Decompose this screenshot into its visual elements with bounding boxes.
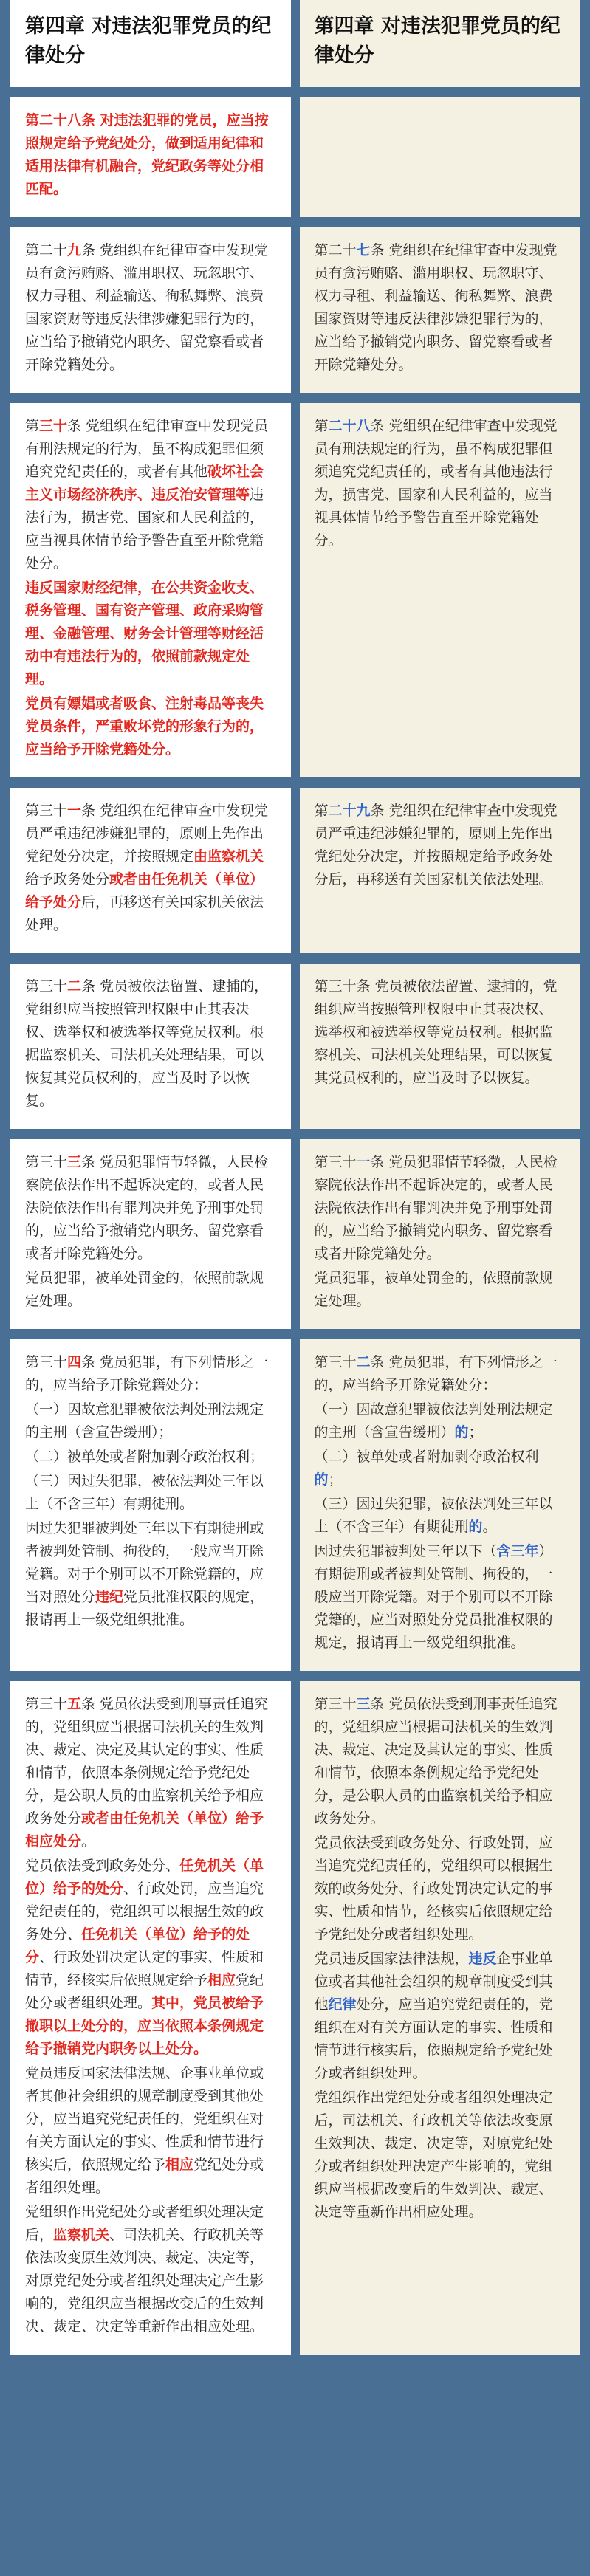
article-text: 条 党组织在纪律审查中发现党员有贪污贿赂、滥用职权、玩忽职守、权力寻租、利益输送、徇私舞弊、浪费国家资财等违反法律涉嫌犯罪行为的，应当给予撤销党内职务、留党察看或者开除党籍处分。 xyxy=(25,242,269,373)
article-paragraph xyxy=(315,975,567,1090)
chapter-title: 第四章 对违法犯罪党员的纪律处分 xyxy=(314,15,560,67)
article-paragraph xyxy=(315,1267,567,1313)
added-text: 违反国家财经纪律，在公共资金收支、税务管理、国有资产管理、政府采购管理、金融管理、财务会计管理等财经活动中有违法行为的，依照前款规定处理。 xyxy=(25,580,264,687)
article-text: 后，再移送有关国家机关依法处理。 xyxy=(25,894,264,933)
article-paragraph xyxy=(315,1446,567,1491)
new-version-cell xyxy=(10,0,291,87)
article-paragraph xyxy=(25,1855,278,2061)
old-version-cell xyxy=(300,227,580,393)
changed-text: 七 xyxy=(356,242,371,258)
old-version-cell xyxy=(300,964,580,1129)
article-text: 党员犯罪，被单处罚金的，依照前款规定处理。 xyxy=(314,1270,553,1309)
article-text: 第 xyxy=(314,803,329,819)
changed-text: 违反 xyxy=(468,1951,497,1967)
article-paragraph xyxy=(25,1398,278,1444)
article-paragraph xyxy=(315,239,567,377)
article-text: ； xyxy=(468,1424,483,1440)
added-text: 由监察机关 xyxy=(193,848,264,865)
new-version-cell xyxy=(10,1139,291,1329)
article-text: 第三十 xyxy=(314,1354,357,1370)
new-version-cell xyxy=(10,403,291,777)
old-version-cell xyxy=(300,1139,580,1329)
added-text: 违纪 xyxy=(95,1589,124,1605)
article-text: ）有期徒刑或者被判处管制、拘役的，一般应当开除党籍。对于个别可以不开除党籍的，应当对照处分党员批准权限的规定，报请再上一级党组织批准。 xyxy=(314,1543,553,1651)
article-text: 。 xyxy=(482,1519,497,1535)
old-version-cell xyxy=(300,0,580,87)
added-text: 监察机关 xyxy=(53,2227,110,2243)
article-text: （二）被单处或者附加剥夺政治权利 xyxy=(314,1449,539,1465)
article-text: 第二十 xyxy=(25,242,68,258)
changed-text: 三 xyxy=(356,1696,371,1712)
article-paragraph xyxy=(25,239,278,377)
article-paragraph xyxy=(25,1267,278,1313)
article-paragraph xyxy=(25,109,278,201)
article-text: 企事业单位或者其他社会组织的规章制度受到其他 xyxy=(314,1951,553,2013)
article-text: 因过失犯罪被判处三年以下（ xyxy=(314,1543,497,1559)
article-text: 第三十 xyxy=(25,978,68,995)
article-row xyxy=(10,1139,580,1329)
article-text: 党纪处分或者组织处理。 xyxy=(25,1972,264,2011)
article-text: （一）因故意犯罪被依法判处刑法规定的主刑（含宣告缓刑） xyxy=(314,1401,553,1440)
article-paragraph xyxy=(315,2086,567,2224)
article-text: 、行政处罚决定认定的事实、性质和情节，经核实后依照规定给予 xyxy=(25,1949,264,1988)
article-text: 第三十 xyxy=(314,1696,357,1712)
added-text: 二 xyxy=(67,978,82,995)
article-paragraph xyxy=(315,1151,567,1265)
article-row xyxy=(10,97,580,217)
article-text: 条 党组织在纪律审查中发现党员严重违纪涉嫌犯罪的，原则上先作出党纪处分决定，并按照规定给予政务处分后，再移送有关国家机关依法处理。 xyxy=(314,803,558,887)
article-text: 条 党组织在纪律审查中发现党员严重违纪涉嫌犯罪的，原则上先作出党纪处分决定，并按照规定 xyxy=(25,803,269,865)
added-text: 破坏社会主义市场经济秩序、违反治安管理等 xyxy=(25,464,264,503)
changed-text: 纪律 xyxy=(328,1996,357,2013)
changed-text: 二 xyxy=(356,1354,371,1370)
article-text: （三）因过失犯罪，被依法判处三年以上（不含三年）有期徒刑 xyxy=(314,1496,553,1535)
article-paragraph xyxy=(25,1517,278,1632)
added-text: 或者由任免机关（单位）给予处分 xyxy=(25,871,264,910)
article-paragraph xyxy=(315,1693,567,1830)
added-text: 任免机关（单位）给予的处分 xyxy=(25,1926,250,1965)
old-version-cell xyxy=(300,403,580,777)
article-row xyxy=(10,1339,580,1671)
added-text: 其中，党员被给予撤职以上处分的，应当依照本条例规定给予撤销党内职务以上处分。 xyxy=(25,1995,264,2057)
article-text: 第 xyxy=(314,418,329,434)
old-version-cell xyxy=(300,1339,580,1671)
article-text: 第 xyxy=(25,418,40,434)
article-paragraph xyxy=(25,975,278,1113)
article-paragraph xyxy=(25,1151,278,1265)
article-text: 条 党组织在纪律审查中发现党员有刑法规定的行为，虽不构成犯罪但须追究党纪责任的，或者有其他违法行为，损害党、国家和人民利益的，应当视具体情节给予警告直至开除党籍处分。 xyxy=(314,418,558,549)
article-paragraph xyxy=(315,1493,567,1539)
article-row xyxy=(10,403,580,777)
article-text: 党员批准权限的规定，报请再上一级党组织批准。 xyxy=(25,1589,264,1628)
added-text: 三十 xyxy=(39,418,68,434)
article-text: 条 党员被依法留置、逮捕的，党组织应当按照管理权限中止其表决权、选举权和被选举权等党员权利。根据监察机关、司法机关处理结果，可以恢复其党员权利的，应当及时予以恢复。 xyxy=(25,978,269,1109)
article-paragraph xyxy=(25,577,278,691)
old-version-cell xyxy=(300,1681,580,2355)
new-version-cell xyxy=(10,1339,291,1671)
article-paragraph xyxy=(25,1351,278,1397)
article-text: 条 党组织在纪律审查中发现党员有贪污贿赂、滥用职权、玩忽职守、权力寻租、利益输送、徇私舞弊、浪费国家资财等违反法律涉嫌犯罪行为的，应当给予撤销党内职务、留党察看或者开除党籍处分。 xyxy=(314,242,558,373)
article-text: 党员犯罪，被单处罚金的，依照前款规定处理。 xyxy=(25,1270,264,1309)
article-text: 、行政处罚，应当追究党纪责任的，党组织可以根据生效的政务处分、 xyxy=(25,1881,264,1943)
article-text: 条 党员依法受到刑事责任追究的，党组织应当根据司法机关的生效判决、裁定、决定及其认定的事实、性质和情节，依照本条例规定给予党纪处分，是公职人员的由监察机关给予相应政务处分。 xyxy=(314,1696,558,1827)
article-row xyxy=(10,227,580,393)
article-text: （三）因过失犯罪，被依法判处三年以上（不含三年）有期徒刑。 xyxy=(25,1473,264,1512)
article-text: 条 党员犯罪，有下列情形之一的，应当给予开除党籍处分： xyxy=(25,1354,269,1393)
article-text: 条 党员犯罪情节轻微，人民检察院依法作出不起诉决定的，或者人民法院依法作出有罪判决并免予刑事处罚的，应当给予撤销党内职务、留党察看或者开除党籍处分。 xyxy=(314,1154,558,1262)
article-text: 处分，应当追究党纪责任的，党组织在对有关方面认定的事实、性质和情节进行核实后，依照规定给予党纪处分或者组织处理。 xyxy=(314,1996,553,2081)
article-text: 给予政务处分 xyxy=(25,871,110,887)
article-paragraph xyxy=(315,12,567,71)
added-text: 九 xyxy=(67,242,82,258)
article-text: 条 党组织在纪律审查中发现党员有刑法规定的行为，虽不构成犯罪但须追究党纪责任的，或者有其他 xyxy=(25,418,269,480)
article-paragraph xyxy=(25,693,278,761)
new-version-cell xyxy=(10,227,291,393)
article-text: 第三十 xyxy=(25,1696,68,1712)
added-text: 三 xyxy=(67,1154,82,1170)
article-text: 党员违反国家法律法规、企事业单位或者其他社会组织的规章制度受到其他处分，应当追究党纪责任的，党组织在对有关方面认定的事实、性质和情节进行核实后，依照规定给予 xyxy=(25,2065,264,2173)
article-text: 第三十条 党员被依法留置、逮捕的，党组织应当按照管理权限中止其表决权、选举权和被选举权等党员权利。根据监察机关、司法机关处理结果，可以恢复其党员权利的，应当及时予以恢复。 xyxy=(314,978,558,1086)
chapter-heading-row xyxy=(10,0,580,87)
article-comparison-grid xyxy=(10,0,580,2365)
article-paragraph xyxy=(25,1446,278,1469)
article-text: 、司法机关、行政机关等依法改变原生效判决、裁定、决定等，对原党纪处分或者组织处理决定产生影响的，党组织应当根据改变后的生效判决、裁定、决定等重新作出相应处理。 xyxy=(25,2227,264,2335)
article-text: 党员违反国家法律法规， xyxy=(314,1951,469,1967)
chapter-title: 第四章 对违法犯罪党员的纪律处分 xyxy=(25,15,272,67)
article-text: ； xyxy=(328,1471,343,1488)
article-text: 第三十 xyxy=(314,1154,357,1170)
article-text: 党组织作出党纪处分或者组织处理决定后，司法机关、行政机关等依法改变原生效判决、裁定、决定等，对原党纪处分或者组织处理决定产生影响的，党组织应当根据改变后的生效判决、裁定、决定等重新作出相应处理。 xyxy=(314,2089,553,2220)
article-text: 党纪处分或者组织处理。 xyxy=(25,2157,264,2196)
article-text: 党组织作出党纪处分或者组织处理决定后， xyxy=(25,2204,264,2243)
changed-text: 一 xyxy=(356,1154,371,1170)
changed-text: 的 xyxy=(454,1424,469,1440)
article-paragraph xyxy=(25,800,278,937)
article-paragraph xyxy=(25,1693,278,1853)
article-paragraph xyxy=(315,1398,567,1444)
old-version-cell xyxy=(300,788,580,953)
article-paragraph xyxy=(25,415,278,575)
added-text: 四 xyxy=(67,1354,82,1370)
article-paragraph xyxy=(315,1832,567,1946)
added-text: 五 xyxy=(67,1696,82,1712)
added-text: 一 xyxy=(67,803,82,819)
article-text: 党员依法受到政务处分、行政处罚，应当追究党纪责任的，党组织可以根据生效的政务处分、行政处罚决定认定的事实、性质和情节，经核实后依照规定给予党纪处分或者组织处理。 xyxy=(314,1835,553,1943)
article-paragraph xyxy=(315,1948,567,2085)
changed-text: 的 xyxy=(468,1519,483,1535)
article-row xyxy=(10,788,580,953)
changed-text: 二十九 xyxy=(328,803,371,819)
article-paragraph xyxy=(25,1470,278,1516)
article-text: （一）因故意犯罪被依法判处刑法规定的主刑（含宣告缓刑）； xyxy=(25,1401,264,1440)
article-text: 第三十 xyxy=(25,803,68,819)
article-text: 条 党员依法受到刑事责任追究的，党组织应当根据司法机关的生效判决、裁定、决定及其认定的事实、性质和情节，依照本条例规定给予党纪处分，是公职人员的由监察机关给予相应政务处分 xyxy=(25,1696,269,1827)
added-text: 或者由任免机关（单位）给予相应处分 xyxy=(25,1810,264,1849)
article-text: 第三十 xyxy=(25,1354,68,1370)
added-text: 第二十八条 对违法犯罪的党员，应当按照规定给予党纪处分，做到适用纪律和适用法律有机融合，党纪政务等处分相匹配。 xyxy=(25,112,269,197)
article-row xyxy=(10,964,580,1129)
added-text: 相应 xyxy=(207,1972,236,1988)
article-paragraph xyxy=(315,800,567,891)
article-paragraph xyxy=(25,2062,278,2199)
article-text: 条 党员犯罪情节轻微，人民检察院依法作出不起诉决定的，或者人民法院依法作出有罪判决并免予刑事处罚的，应当给予撤销党内职务、留党察看或者开除党籍处分。 xyxy=(25,1154,269,1262)
new-version-cell xyxy=(10,964,291,1129)
new-version-cell xyxy=(10,788,291,953)
article-text: 违法行为，损害党、国家和人民利益的，应当视具体情节给予警告直至开除党籍处分。 xyxy=(25,487,264,571)
article-text: 第二十 xyxy=(314,242,357,258)
old-version-cell xyxy=(300,97,580,217)
changed-text: 二十八 xyxy=(328,418,371,434)
article-text: 条 党员犯罪，有下列情形之一的，应当给予开除党籍处分： xyxy=(314,1354,558,1393)
new-version-cell xyxy=(10,97,291,217)
added-text: 党员有嫖娼或者吸食、注射毒品等丧失党员条件，严重败坏党的形象行为的，应当给予开除党籍处分。 xyxy=(25,695,264,758)
added-text: 相应 xyxy=(165,2157,194,2173)
article-text: 因过失犯罪被判处三年以下有期徒刑或者被判处管制、拘役的，一般应当开除党籍。对于个别可以不开除党籍的，应当对照处分 xyxy=(25,1520,264,1605)
article-text: 党员依法受到政务处分、 xyxy=(25,1858,180,1874)
article-text: 第三十 xyxy=(25,1154,68,1170)
article-paragraph xyxy=(315,1351,567,1397)
article-text: 。 xyxy=(81,1833,96,1849)
article-row xyxy=(10,1681,580,2355)
changed-text: 的 xyxy=(314,1471,329,1488)
article-text: （二）被单处或者附加剥夺政治权利； xyxy=(25,1449,264,1465)
new-version-cell xyxy=(10,1681,291,2355)
article-paragraph xyxy=(315,1540,567,1655)
article-paragraph xyxy=(25,2201,278,2338)
changed-text: 含三年 xyxy=(496,1543,539,1559)
article-paragraph xyxy=(25,12,278,71)
article-paragraph xyxy=(315,415,567,552)
added-text: 任免机关（单位）给予的处分 xyxy=(25,1858,264,1897)
